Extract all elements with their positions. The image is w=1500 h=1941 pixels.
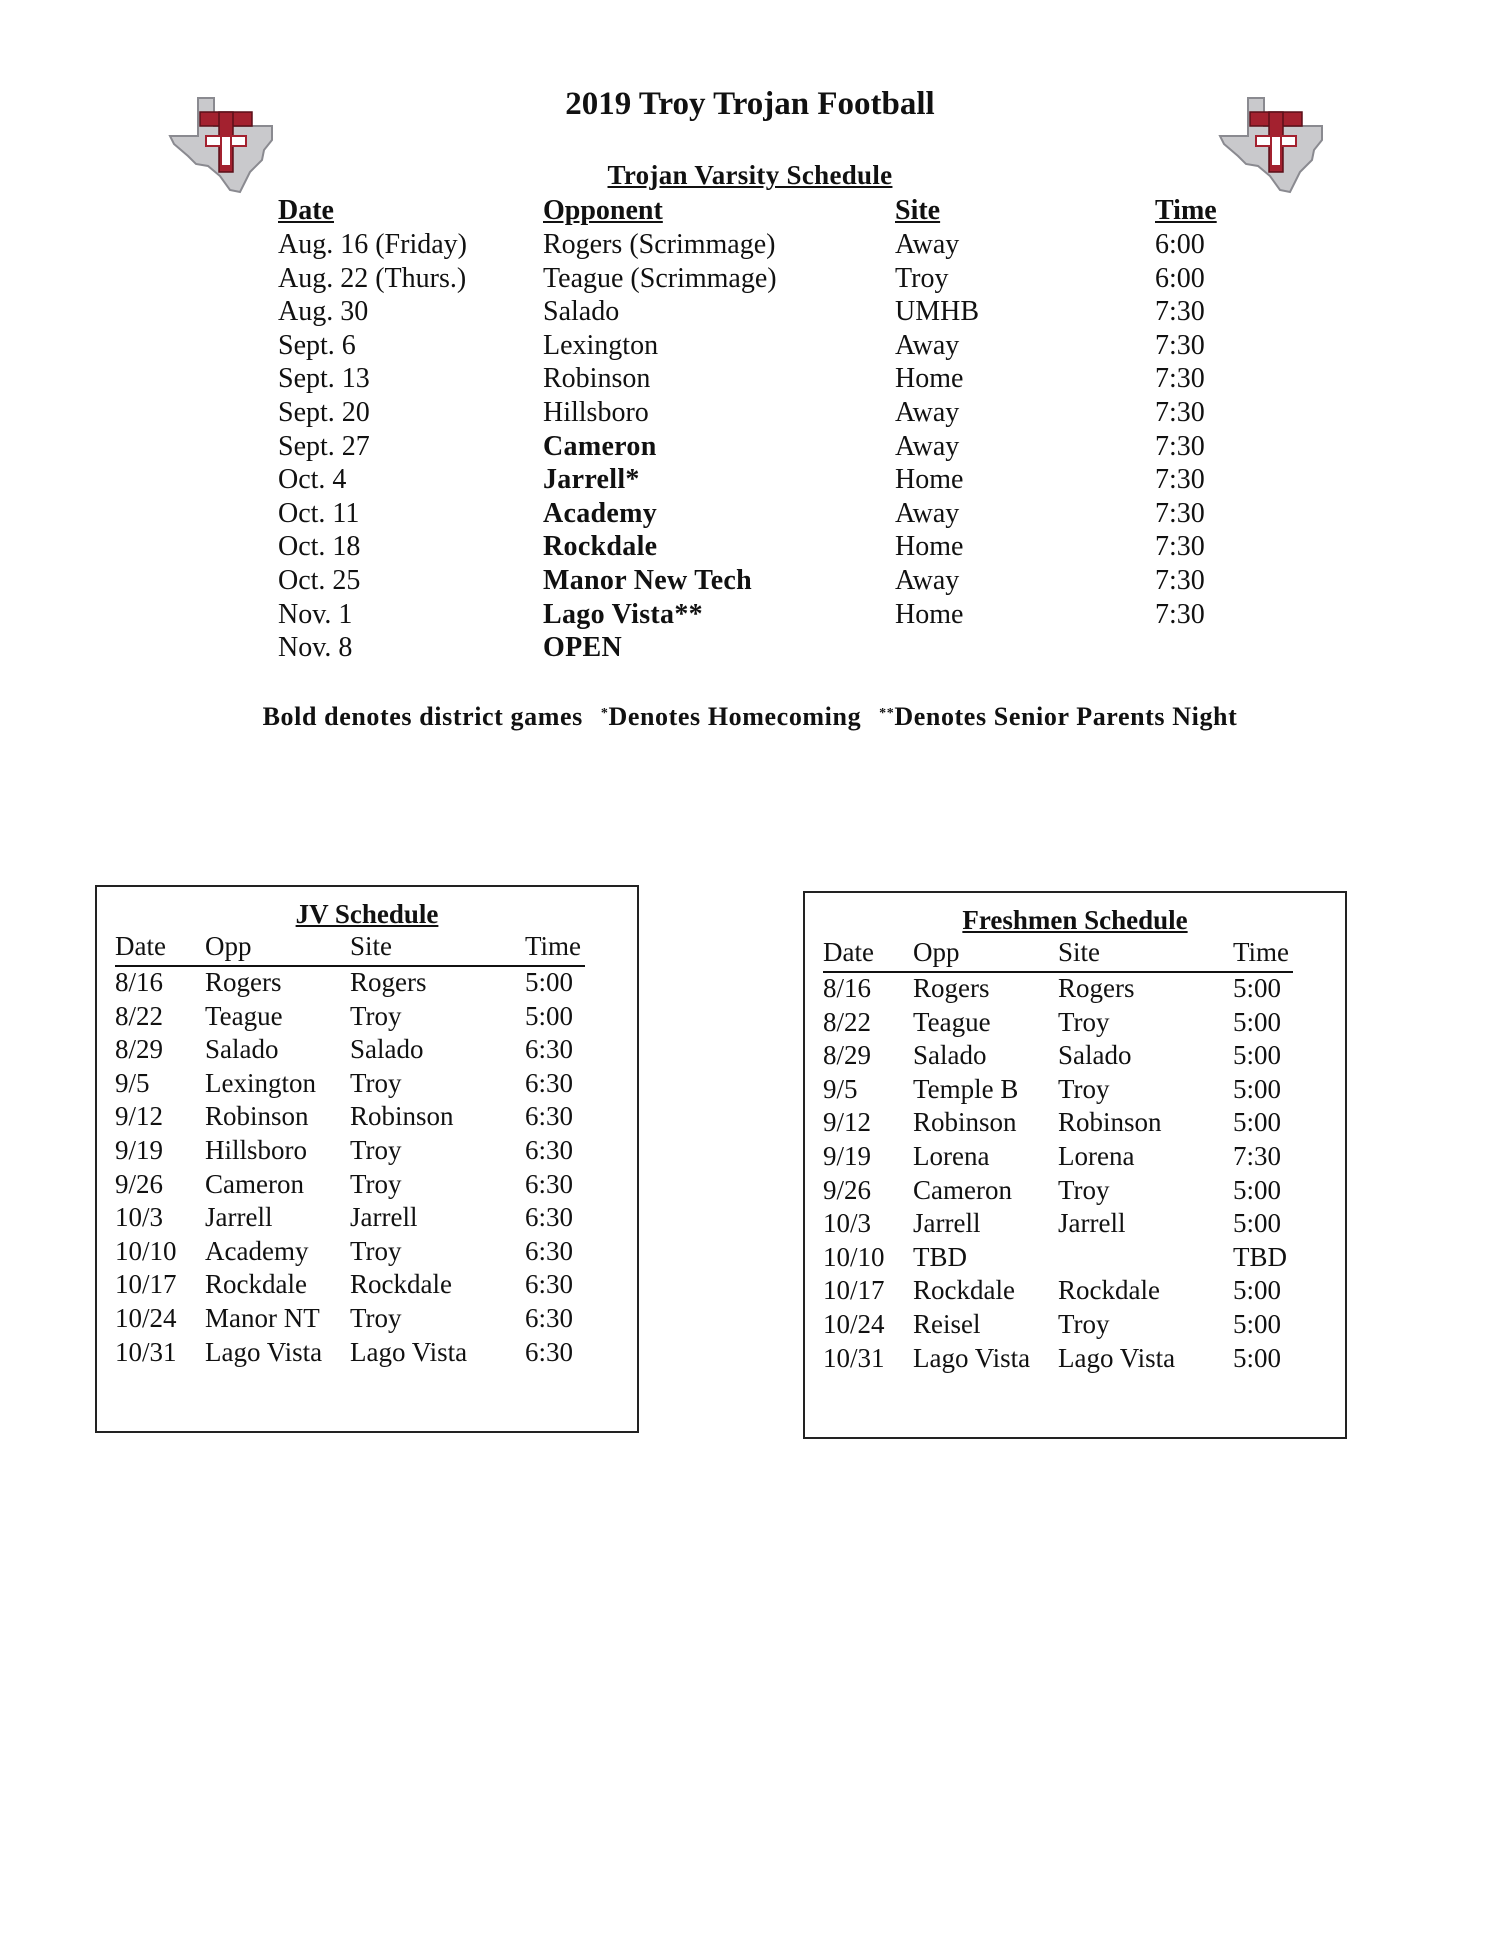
varsity-date: Sept. 20 [278,397,370,428]
varsity-opponent: Hillsboro [543,397,649,428]
varsity-row [0,363,1500,397]
jv-time: 6:30 [525,1269,574,1300]
freshmen-time: 7:30 [1233,1141,1282,1171]
jv-site: Rogers [350,967,427,997]
legend-bold-note: Bold denotes district games [262,702,583,731]
varsity-row [0,229,1500,263]
varsity-opponent: Manor New Tech [543,565,753,596]
freshmen-time: 5:00 [1233,1309,1282,1339]
jv-date: 9/26 [115,1168,164,1199]
freshmen-opp: Cameron [913,1174,1012,1205]
varsity-date: Sept. 27 [278,430,370,462]
varsity-time: 6:00 [1155,262,1205,294]
jv-date: 9/5 [115,1067,150,1098]
freshmen-opp: Temple B [913,1073,1019,1104]
jv-schedule-box [95,885,639,1433]
freshmen-header-opp: Opp [913,937,960,967]
varsity-site: Away [895,430,960,462]
freshmen-date: 8/16 [823,973,872,1003]
varsity-date: Oct. 11 [278,497,360,529]
freshmen-time: 5:00 [1233,1107,1282,1138]
varsity-row [0,531,1500,565]
varsity-site: Away [895,497,960,529]
freshmen-date: 9/12 [823,1107,872,1138]
jv-site: Jarrell [350,1202,418,1233]
freshmen-time: TBD [1233,1241,1287,1272]
varsity-date: Oct. 18 [278,531,361,563]
varsity-date: Nov. 8 [278,632,353,664]
freshmen-opp: Rogers [913,973,990,1003]
varsity-time: 7:30 [1155,531,1205,563]
freshmen-opp: Lago Vista [913,1342,1031,1373]
jv-date: 10/3 [115,1202,164,1233]
freshmen-site: Lorena [1058,1141,1135,1171]
varsity-date: Nov. 1 [278,598,353,630]
varsity-row [0,565,1500,599]
jv-site: Troy [350,1235,402,1266]
varsity-opponent: Lexington [543,329,659,361]
freshmen-time: 5:00 [1233,973,1282,1003]
varsity-time: 7:30 [1155,397,1205,428]
freshmen-row [823,1309,1303,1343]
freshmen-site: Troy [1058,1006,1110,1037]
varsity-site: Home [895,464,964,496]
varsity-site: Away [895,229,960,260]
jv-site: Lago Vista [350,1336,468,1367]
freshmen-opp: Reisel [913,1309,981,1339]
jv-time: 5:00 [525,1000,574,1031]
jv-time: 6:30 [525,1303,574,1333]
freshmen-row [823,1343,1303,1377]
varsity-header-site: Site [895,195,941,226]
varsity-row [0,330,1500,364]
jv-site: Troy [350,1135,402,1165]
freshmen-time: 5:00 [1233,1275,1282,1306]
jv-site: Troy [350,1067,402,1098]
varsity-opponent: Rockdale [543,531,658,563]
varsity-row [0,464,1500,498]
varsity-row [0,632,1500,666]
freshmen-site: Rockdale [1058,1275,1160,1306]
jv-opp: Rockdale [205,1269,307,1300]
freshmen-date: 10/24 [823,1309,885,1339]
varsity-row [0,498,1500,532]
freshmen-date: 9/5 [823,1073,858,1104]
varsity-date: Sept. 13 [278,363,370,395]
freshmen-opp: Salado [913,1040,987,1071]
legend-star2: ** [879,706,895,721]
jv-time: 6:30 [525,1034,574,1065]
varsity-site: UMHB [895,296,980,328]
jv-header-date: Date [115,931,166,961]
freshmen-schedule-box [803,891,1347,1439]
jv-time: 6:30 [525,1202,574,1233]
jv-header-opp: Opp [205,931,252,961]
jv-site: Troy [350,1168,402,1199]
varsity-time: 7:30 [1155,497,1205,529]
jv-opp: Lago Vista [205,1336,323,1367]
varsity-time: 7:30 [1155,598,1205,630]
freshmen-date: 10/3 [823,1208,872,1239]
varsity-row [0,431,1500,465]
jv-date: 10/31 [115,1336,177,1367]
varsity-opponent: Lago Vista** [543,598,703,630]
jv-opp: Cameron [205,1168,304,1199]
freshmen-row [823,1040,1303,1074]
freshmen-header-row [823,937,1293,973]
jv-row [115,1001,595,1035]
legend-senior-note: Denotes Senior Parents Night [894,702,1238,731]
freshmen-schedule-title: Freshmen Schedule [962,905,1188,935]
jv-time: 5:00 [525,967,574,997]
freshmen-time: 5:00 [1233,1040,1282,1071]
freshmen-header-time: Time [1233,937,1290,967]
freshmen-site: Robinson [1058,1107,1162,1138]
varsity-site: Home [895,363,964,395]
jv-site: Salado [350,1034,424,1065]
varsity-row [0,296,1500,330]
jv-site: Troy [350,1303,402,1333]
jv-opp: Hillsboro [205,1135,308,1165]
page-title: 2019 Troy Trojan Football [565,86,935,122]
freshmen-time: 5:00 [1233,1208,1282,1239]
varsity-row [0,263,1500,297]
varsity-date: Aug. 22 (Thurs.) [278,262,467,294]
jv-time: 6:30 [525,1336,574,1367]
varsity-time: 7:30 [1155,430,1205,462]
jv-schedule-title: JV Schedule [295,899,439,929]
jv-row [115,1337,595,1371]
varsity-header-date: Date [278,195,334,226]
freshmen-date: 8/22 [823,1006,872,1037]
varsity-header-opponent: Opponent [543,195,663,226]
jv-date: 10/10 [115,1235,177,1266]
freshmen-row [823,973,1303,1007]
varsity-date: Aug. 30 [278,296,369,328]
freshmen-site: Rogers [1058,973,1135,1003]
jv-header-site: Site [350,931,393,961]
schedule-legend [0,702,1500,732]
jv-site: Robinson [350,1101,454,1132]
varsity-time: 7:30 [1155,464,1205,496]
freshmen-opp: Jarrell [913,1208,981,1239]
freshmen-site: Lago Vista [1058,1342,1176,1373]
jv-time: 6:30 [525,1235,574,1266]
jv-time: 6:30 [525,1135,574,1165]
jv-header-row [115,931,585,967]
varsity-opponent: Academy [543,497,658,529]
jv-opp: Manor NT [205,1303,320,1333]
freshmen-site: Troy [1058,1309,1110,1339]
jv-site: Rockdale [350,1269,452,1300]
freshmen-site: Salado [1058,1040,1132,1071]
freshmen-row [823,1242,1303,1276]
freshmen-row [823,1275,1303,1309]
varsity-site: Away [895,565,960,596]
varsity-date: Oct. 4 [278,464,347,496]
freshmen-time: 5:00 [1233,1073,1282,1104]
varsity-date: Sept. 6 [278,329,356,361]
freshmen-opp: Teague [913,1006,991,1037]
freshmen-opp: Lorena [913,1141,990,1171]
freshmen-row [823,1141,1303,1175]
freshmen-row [823,1107,1303,1141]
jv-time: 6:30 [525,1101,574,1132]
legend-homecoming-note: Denotes Homecoming [608,702,862,731]
freshmen-date: 9/26 [823,1174,872,1205]
freshmen-row [823,1074,1303,1108]
varsity-opponent: Cameron [543,430,657,462]
jv-header-time: Time [525,931,582,961]
varsity-time: 7:30 [1155,296,1205,328]
jv-row [115,1068,595,1102]
freshmen-date: 10/31 [823,1342,885,1373]
varsity-time: 6:00 [1155,229,1205,260]
varsity-header-time: Time [1155,195,1217,226]
varsity-date: Oct. 25 [278,565,361,596]
varsity-row [0,397,1500,431]
freshmen-row [823,1175,1303,1209]
varsity-header-row [0,195,1500,229]
freshmen-row [823,1007,1303,1041]
varsity-opponent: Salado [543,296,620,328]
jv-row [115,1303,595,1337]
freshmen-time: 5:00 [1233,1342,1282,1373]
freshmen-opp: Robinson [913,1107,1017,1138]
freshmen-time: 5:00 [1233,1174,1282,1205]
freshmen-row [823,1208,1303,1242]
varsity-time: 7:30 [1155,363,1205,395]
jv-site: Troy [350,1000,402,1031]
freshmen-site: Troy [1058,1073,1110,1104]
freshmen-site: Troy [1058,1174,1110,1205]
varsity-site: Away [895,397,960,428]
varsity-site: Troy [895,262,949,294]
jv-date: 10/17 [115,1269,177,1300]
jv-date: 8/29 [115,1034,164,1065]
freshmen-header-date: Date [823,937,874,967]
freshmen-date: 9/19 [823,1141,872,1171]
freshmen-date: 8/29 [823,1040,872,1071]
jv-row [115,1169,595,1203]
varsity-time: 7:30 [1155,565,1205,596]
jv-row [115,1202,595,1236]
jv-row [115,1101,595,1135]
freshmen-opp: Rockdale [913,1275,1015,1306]
jv-row [115,1034,595,1068]
jv-opp: Jarrell [205,1202,273,1233]
jv-date: 9/12 [115,1101,164,1132]
legend-star1: * [600,706,609,721]
jv-opp: Rogers [205,967,282,997]
jv-row [115,967,595,1001]
jv-row [115,1236,595,1270]
varsity-opponent: Rogers (Scrimmage) [543,229,776,260]
varsity-opponent: Robinson [543,363,651,395]
freshmen-site: Jarrell [1058,1208,1126,1239]
jv-date: 10/24 [115,1303,177,1333]
jv-date: 8/22 [115,1000,164,1031]
varsity-row [0,599,1500,633]
freshmen-time: 5:00 [1233,1006,1282,1037]
jv-date: 8/16 [115,967,164,997]
jv-opp: Robinson [205,1101,309,1132]
varsity-time: 7:30 [1155,329,1205,361]
jv-row [115,1135,595,1169]
varsity-opponent: OPEN [543,632,622,664]
jv-time: 6:30 [525,1067,574,1098]
jv-opp: Academy [205,1235,309,1266]
freshmen-date: 10/10 [823,1241,885,1272]
varsity-opponent: Teague (Scrimmage) [543,262,777,294]
varsity-date: Aug. 16 (Friday) [278,229,467,260]
jv-opp: Teague [205,1000,283,1031]
freshmen-date: 10/17 [823,1275,885,1306]
jv-time: 6:30 [525,1168,574,1199]
jv-opp: Lexington [205,1067,316,1098]
freshmen-header-site: Site [1058,937,1101,967]
varsity-schedule-title: Trojan Varsity Schedule [607,160,893,190]
varsity-opponent: Jarrell* [543,464,640,496]
varsity-site: Home [895,598,964,630]
varsity-site: Away [895,329,960,361]
varsity-site: Home [895,531,964,563]
jv-date: 9/19 [115,1135,164,1165]
jv-opp: Salado [205,1034,279,1065]
freshmen-opp: TBD [913,1241,967,1272]
jv-row [115,1269,595,1303]
